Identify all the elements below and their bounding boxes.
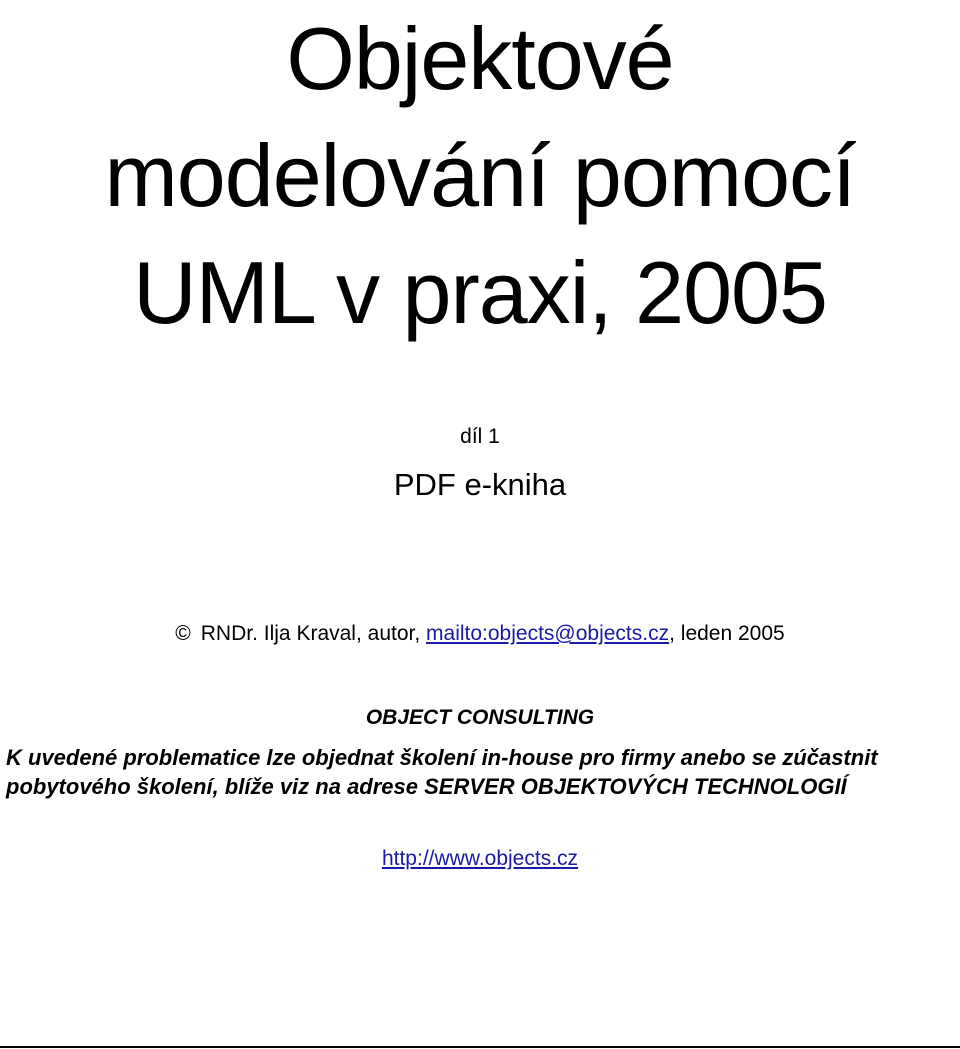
author-line [0,620,960,648]
title-line-1: Objektové [286,9,674,108]
author-email-link[interactable]: mailto:objects@objects.cz [426,622,670,645]
author-text: RNDr. Ilja Kraval, autor, [200,622,427,645]
author-date: , leden 2005 [669,622,785,645]
training-notice: K uvedené problematice lze objednat školení in-house pro firmy anebo se zúčastnit pobytového školení, blíže viz na adrese SERVER OBJEKTOVÝCH TECHNOLOGIÍ [6,745,878,799]
website-link[interactable]: http://www.objects.cz [381,847,579,870]
title-line-3: UML v praxi, 2005 [133,243,827,342]
document-title [0,0,960,351]
title-line-2: modelování pomocí [104,126,856,225]
copyright-icon: © [175,622,191,645]
format-label: PDF e-kniha [393,467,567,502]
part-label: díl 1 [460,425,500,448]
website-line [0,845,960,873]
bottom-divider [0,1046,960,1048]
company-name: OBJECT CONSULTING [365,706,595,729]
